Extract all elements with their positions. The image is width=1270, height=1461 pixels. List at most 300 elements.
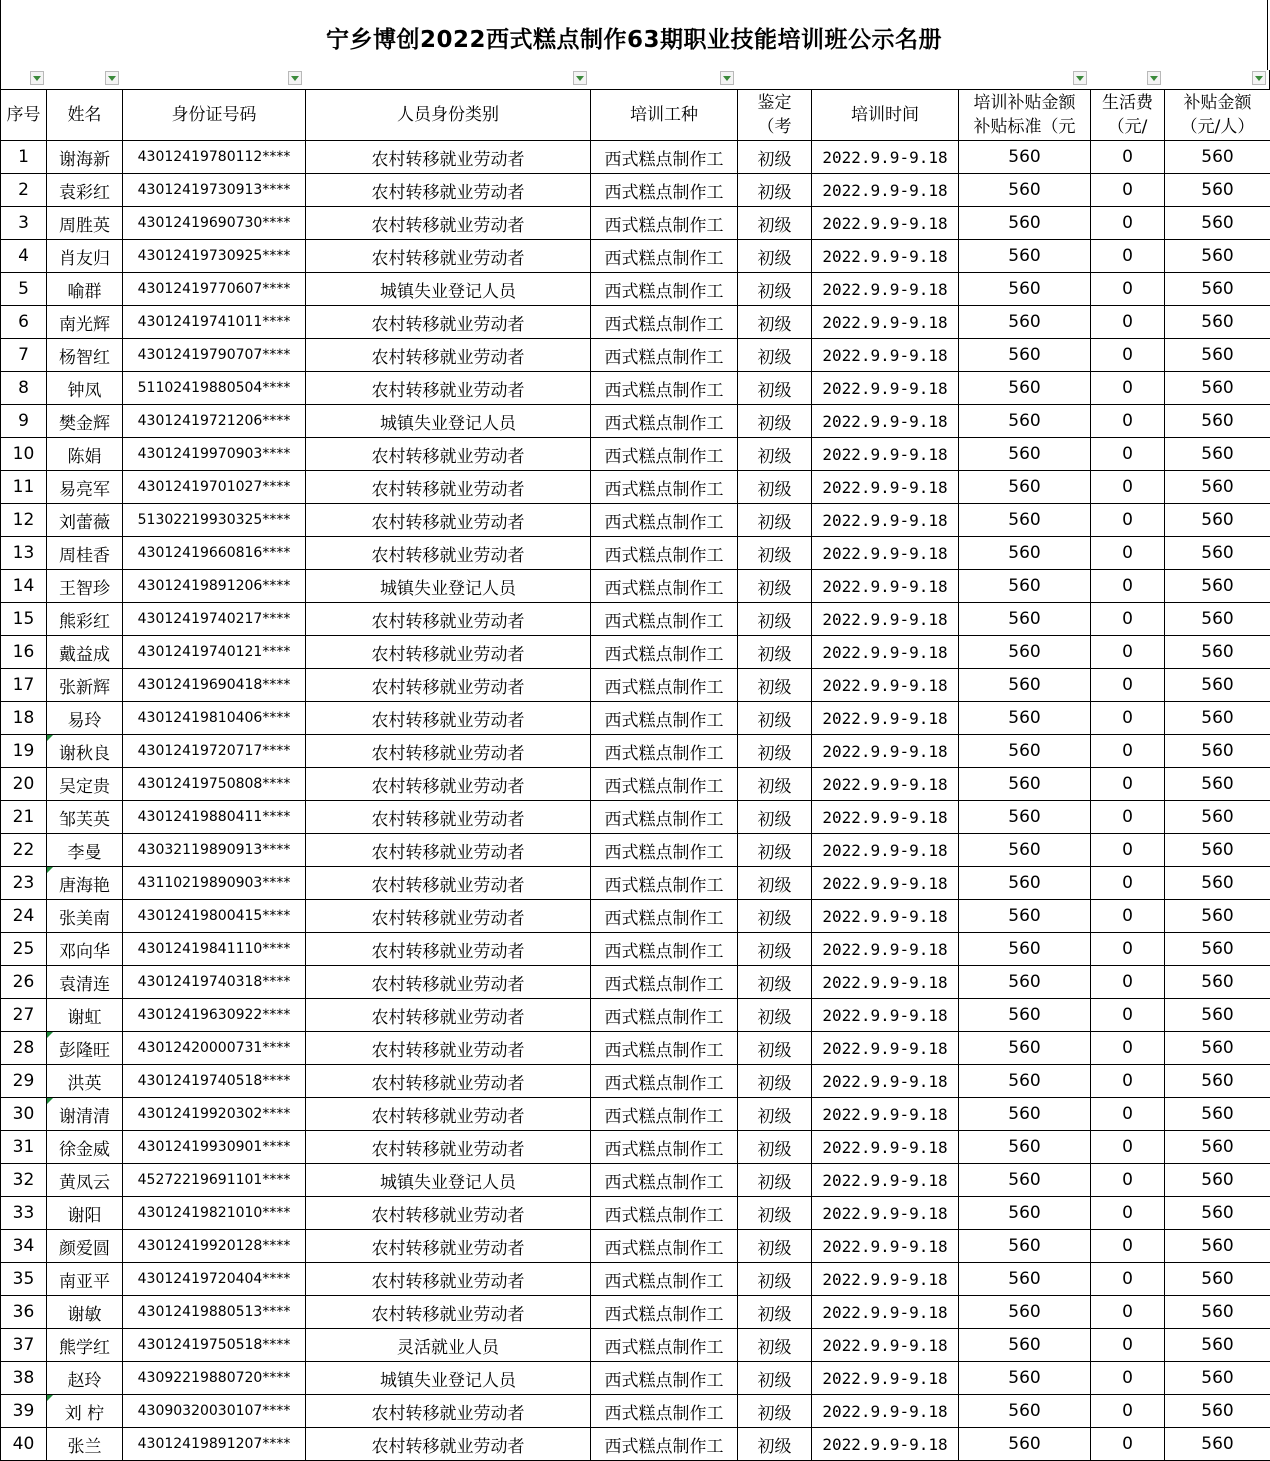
cell-time[interactable]: 2022.9.9-9.18 bbox=[812, 1362, 959, 1395]
cell-time[interactable]: 2022.9.9-9.18 bbox=[812, 1131, 959, 1164]
cell-id[interactable]: 43012419930901**** bbox=[123, 1131, 306, 1164]
cell-time[interactable]: 2022.9.9-9.18 bbox=[812, 636, 959, 669]
cell-id[interactable]: 43012419770607**** bbox=[123, 273, 306, 306]
cell-id[interactable]: 43012419880411**** bbox=[123, 801, 306, 834]
cell-time[interactable]: 2022.9.9-9.18 bbox=[812, 933, 959, 966]
cell-trade[interactable]: 西式糕点制作工 bbox=[591, 801, 738, 834]
cell-amount[interactable]: 560 bbox=[1165, 834, 1270, 867]
header-category[interactable]: 人员身份类别 bbox=[306, 90, 591, 141]
cell-living[interactable]: 0 bbox=[1091, 174, 1165, 207]
cell-amount[interactable]: 560 bbox=[1165, 735, 1270, 768]
cell-trade[interactable]: 西式糕点制作工 bbox=[591, 339, 738, 372]
cell-trade[interactable]: 西式糕点制作工 bbox=[591, 735, 738, 768]
cell-category[interactable]: 农村转移就业劳动者 bbox=[306, 636, 591, 669]
cell-living[interactable]: 0 bbox=[1091, 966, 1165, 999]
cell-seq[interactable]: 14 bbox=[1, 570, 47, 603]
cell-amount[interactable]: 560 bbox=[1165, 1296, 1270, 1329]
cell-seq[interactable]: 23 bbox=[1, 867, 47, 900]
cell-seq[interactable]: 10 bbox=[1, 438, 47, 471]
cell-category[interactable]: 农村转移就业劳动者 bbox=[306, 1197, 591, 1230]
cell-id[interactable]: 51302219930325**** bbox=[123, 504, 306, 537]
cell-subsidy[interactable]: 560 bbox=[959, 1098, 1091, 1131]
cell-name[interactable]: 唐海艳 bbox=[47, 867, 123, 900]
cell-name[interactable]: 袁彩红 bbox=[47, 174, 123, 207]
cell-time[interactable]: 2022.9.9-9.18 bbox=[812, 1329, 959, 1362]
cell-category[interactable]: 农村转移就业劳动者 bbox=[306, 867, 591, 900]
cell-amount[interactable]: 560 bbox=[1165, 867, 1270, 900]
cell-category[interactable]: 农村转移就业劳动者 bbox=[306, 339, 591, 372]
cell-category[interactable]: 农村转移就业劳动者 bbox=[306, 999, 591, 1032]
cell-amount[interactable]: 560 bbox=[1165, 1428, 1270, 1461]
cell-seq[interactable]: 2 bbox=[1, 174, 47, 207]
cell-category[interactable]: 农村转移就业劳动者 bbox=[306, 834, 591, 867]
cell-living[interactable]: 0 bbox=[1091, 570, 1165, 603]
cell-trade[interactable]: 西式糕点制作工 bbox=[591, 273, 738, 306]
cell-time[interactable]: 2022.9.9-9.18 bbox=[812, 1395, 959, 1428]
cell-name[interactable]: 邹芙英 bbox=[47, 801, 123, 834]
cell-name[interactable]: 彭隆旺 bbox=[47, 1032, 123, 1065]
cell-seq[interactable]: 13 bbox=[1, 537, 47, 570]
cell-amount[interactable]: 560 bbox=[1165, 207, 1270, 240]
cell-trade[interactable]: 西式糕点制作工 bbox=[591, 834, 738, 867]
cell-id[interactable]: 51102419880504**** bbox=[123, 372, 306, 405]
cell-living[interactable]: 0 bbox=[1091, 1263, 1165, 1296]
cell-subsidy[interactable]: 560 bbox=[959, 1032, 1091, 1065]
cell-level[interactable]: 初级 bbox=[738, 1098, 812, 1131]
cell-seq[interactable]: 40 bbox=[1, 1428, 47, 1461]
cell-id[interactable]: 43012420000731**** bbox=[123, 1032, 306, 1065]
cell-level[interactable]: 初级 bbox=[738, 636, 812, 669]
cell-name[interactable]: 杨智红 bbox=[47, 339, 123, 372]
header-id[interactable]: 身份证号码 bbox=[123, 90, 306, 141]
cell-level[interactable]: 初级 bbox=[738, 603, 812, 636]
cell-trade[interactable]: 西式糕点制作工 bbox=[591, 999, 738, 1032]
cell-living[interactable]: 0 bbox=[1091, 768, 1165, 801]
cell-seq[interactable]: 28 bbox=[1, 1032, 47, 1065]
cell-seq[interactable]: 19 bbox=[1, 735, 47, 768]
cell-id[interactable]: 43012419740318**** bbox=[123, 966, 306, 999]
cell-trade[interactable]: 西式糕点制作工 bbox=[591, 1065, 738, 1098]
cell-name[interactable]: 刘 柠 bbox=[47, 1395, 123, 1428]
cell-amount[interactable]: 560 bbox=[1165, 405, 1270, 438]
header-time[interactable]: 培训时间 bbox=[812, 90, 959, 141]
cell-id[interactable]: 43012419790707**** bbox=[123, 339, 306, 372]
cell-name[interactable]: 洪英 bbox=[47, 1065, 123, 1098]
cell-id[interactable]: 43012419891206**** bbox=[123, 570, 306, 603]
cell-time[interactable]: 2022.9.9-9.18 bbox=[812, 1197, 959, 1230]
cell-subsidy[interactable]: 560 bbox=[959, 768, 1091, 801]
cell-amount[interactable]: 560 bbox=[1165, 1032, 1270, 1065]
cell-subsidy[interactable]: 560 bbox=[959, 834, 1091, 867]
cell-category[interactable]: 农村转移就业劳动者 bbox=[306, 141, 591, 174]
cell-subsidy[interactable]: 560 bbox=[959, 207, 1091, 240]
cell-subsidy[interactable]: 560 bbox=[959, 1230, 1091, 1263]
cell-name[interactable]: 刘蕾薇 bbox=[47, 504, 123, 537]
cell-trade[interactable]: 西式糕点制作工 bbox=[591, 1329, 738, 1362]
cell-amount[interactable]: 560 bbox=[1165, 570, 1270, 603]
cell-category[interactable]: 城镇失业登记人员 bbox=[306, 1362, 591, 1395]
cell-trade[interactable]: 西式糕点制作工 bbox=[591, 636, 738, 669]
cell-name[interactable]: 钟凤 bbox=[47, 372, 123, 405]
cell-trade[interactable]: 西式糕点制作工 bbox=[591, 1296, 738, 1329]
cell-level[interactable]: 初级 bbox=[738, 999, 812, 1032]
cell-time[interactable]: 2022.9.9-9.18 bbox=[812, 834, 959, 867]
cell-seq[interactable]: 26 bbox=[1, 966, 47, 999]
cell-category[interactable]: 农村转移就业劳动者 bbox=[306, 537, 591, 570]
cell-amount[interactable]: 560 bbox=[1165, 702, 1270, 735]
cell-living[interactable]: 0 bbox=[1091, 933, 1165, 966]
cell-trade[interactable]: 西式糕点制作工 bbox=[591, 669, 738, 702]
cell-time[interactable]: 2022.9.9-9.18 bbox=[812, 801, 959, 834]
cell-subsidy[interactable]: 560 bbox=[959, 504, 1091, 537]
cell-category[interactable]: 城镇失业登记人员 bbox=[306, 273, 591, 306]
cell-time[interactable]: 2022.9.9-9.18 bbox=[812, 900, 959, 933]
cell-level[interactable]: 初级 bbox=[738, 1428, 812, 1461]
cell-trade[interactable]: 西式糕点制作工 bbox=[591, 1098, 738, 1131]
cell-id[interactable]: 43012419720404**** bbox=[123, 1263, 306, 1296]
cell-id[interactable]: 43012419810406**** bbox=[123, 702, 306, 735]
cell-category[interactable]: 农村转移就业劳动者 bbox=[306, 1428, 591, 1461]
cell-living[interactable]: 0 bbox=[1091, 1395, 1165, 1428]
cell-level[interactable]: 初级 bbox=[738, 471, 812, 504]
cell-name[interactable]: 易玲 bbox=[47, 702, 123, 735]
cell-category[interactable]: 农村转移就业劳动者 bbox=[306, 603, 591, 636]
cell-seq[interactable]: 8 bbox=[1, 372, 47, 405]
cell-id[interactable]: 43012419721206**** bbox=[123, 405, 306, 438]
cell-level[interactable]: 初级 bbox=[738, 141, 812, 174]
cell-name[interactable]: 邓向华 bbox=[47, 933, 123, 966]
cell-amount[interactable]: 560 bbox=[1165, 174, 1270, 207]
cell-time[interactable]: 2022.9.9-9.18 bbox=[812, 1098, 959, 1131]
cell-time[interactable]: 2022.9.9-9.18 bbox=[812, 174, 959, 207]
cell-name[interactable]: 喻群 bbox=[47, 273, 123, 306]
cell-living[interactable]: 0 bbox=[1091, 1131, 1165, 1164]
cell-name[interactable]: 周桂香 bbox=[47, 537, 123, 570]
cell-amount[interactable]: 560 bbox=[1165, 1065, 1270, 1098]
filter-dropdown-icon[interactable] bbox=[30, 71, 44, 85]
cell-category[interactable]: 城镇失业登记人员 bbox=[306, 405, 591, 438]
cell-seq[interactable]: 38 bbox=[1, 1362, 47, 1395]
cell-living[interactable]: 0 bbox=[1091, 1296, 1165, 1329]
cell-id[interactable]: 43012419701027**** bbox=[123, 471, 306, 504]
cell-seq[interactable]: 30 bbox=[1, 1098, 47, 1131]
cell-level[interactable]: 初级 bbox=[738, 570, 812, 603]
cell-level[interactable]: 初级 bbox=[738, 735, 812, 768]
cell-category[interactable]: 农村转移就业劳动者 bbox=[306, 1098, 591, 1131]
cell-category[interactable]: 农村转移就业劳动者 bbox=[306, 900, 591, 933]
cell-seq[interactable]: 16 bbox=[1, 636, 47, 669]
cell-time[interactable]: 2022.9.9-9.18 bbox=[812, 372, 959, 405]
cell-subsidy[interactable]: 560 bbox=[959, 306, 1091, 339]
cell-living[interactable]: 0 bbox=[1091, 1362, 1165, 1395]
cell-amount[interactable]: 560 bbox=[1165, 1131, 1270, 1164]
cell-category[interactable]: 农村转移就业劳动者 bbox=[306, 240, 591, 273]
cell-name[interactable]: 徐金威 bbox=[47, 1131, 123, 1164]
cell-amount[interactable]: 560 bbox=[1165, 1098, 1270, 1131]
cell-id[interactable]: 45272219691101**** bbox=[123, 1164, 306, 1197]
cell-living[interactable]: 0 bbox=[1091, 669, 1165, 702]
cell-seq[interactable]: 3 bbox=[1, 207, 47, 240]
cell-seq[interactable]: 11 bbox=[1, 471, 47, 504]
cell-level[interactable]: 初级 bbox=[738, 834, 812, 867]
cell-level[interactable]: 初级 bbox=[738, 438, 812, 471]
cell-subsidy[interactable]: 560 bbox=[959, 1131, 1091, 1164]
cell-time[interactable]: 2022.9.9-9.18 bbox=[812, 702, 959, 735]
cell-id[interactable]: 43012419970903**** bbox=[123, 438, 306, 471]
cell-trade[interactable]: 西式糕点制作工 bbox=[591, 1395, 738, 1428]
cell-id[interactable]: 43012419690418**** bbox=[123, 669, 306, 702]
cell-name[interactable]: 谢虹 bbox=[47, 999, 123, 1032]
cell-amount[interactable]: 560 bbox=[1165, 933, 1270, 966]
cell-category[interactable]: 农村转移就业劳动者 bbox=[306, 1032, 591, 1065]
cell-trade[interactable]: 西式糕点制作工 bbox=[591, 966, 738, 999]
cell-time[interactable]: 2022.9.9-9.18 bbox=[812, 966, 959, 999]
cell-level[interactable]: 初级 bbox=[738, 1362, 812, 1395]
filter-dropdown-icon[interactable] bbox=[1147, 71, 1161, 85]
cell-living[interactable]: 0 bbox=[1091, 900, 1165, 933]
cell-seq[interactable]: 32 bbox=[1, 1164, 47, 1197]
cell-category[interactable]: 农村转移就业劳动者 bbox=[306, 1131, 591, 1164]
cell-amount[interactable]: 560 bbox=[1165, 636, 1270, 669]
cell-subsidy[interactable]: 560 bbox=[959, 867, 1091, 900]
cell-time[interactable]: 2022.9.9-9.18 bbox=[812, 867, 959, 900]
cell-name[interactable]: 戴益成 bbox=[47, 636, 123, 669]
cell-living[interactable]: 0 bbox=[1091, 1032, 1165, 1065]
cell-level[interactable]: 初级 bbox=[738, 537, 812, 570]
cell-seq[interactable]: 20 bbox=[1, 768, 47, 801]
cell-id[interactable]: 43012419821010**** bbox=[123, 1197, 306, 1230]
cell-amount[interactable]: 560 bbox=[1165, 900, 1270, 933]
cell-id[interactable]: 43012419660816**** bbox=[123, 537, 306, 570]
cell-level[interactable]: 初级 bbox=[738, 1065, 812, 1098]
cell-living[interactable]: 0 bbox=[1091, 504, 1165, 537]
cell-trade[interactable]: 西式糕点制作工 bbox=[591, 1362, 738, 1395]
cell-subsidy[interactable]: 560 bbox=[959, 1395, 1091, 1428]
cell-seq[interactable]: 25 bbox=[1, 933, 47, 966]
cell-category[interactable]: 城镇失业登记人员 bbox=[306, 570, 591, 603]
cell-amount[interactable]: 560 bbox=[1165, 1362, 1270, 1395]
cell-subsidy[interactable]: 560 bbox=[959, 174, 1091, 207]
cell-level[interactable]: 初级 bbox=[738, 504, 812, 537]
cell-category[interactable]: 农村转移就业劳动者 bbox=[306, 1263, 591, 1296]
cell-amount[interactable]: 560 bbox=[1165, 504, 1270, 537]
cell-living[interactable]: 0 bbox=[1091, 702, 1165, 735]
cell-level[interactable]: 初级 bbox=[738, 966, 812, 999]
cell-category[interactable]: 农村转移就业劳动者 bbox=[306, 1065, 591, 1098]
cell-living[interactable]: 0 bbox=[1091, 1164, 1165, 1197]
cell-name[interactable]: 谢敏 bbox=[47, 1296, 123, 1329]
cell-living[interactable]: 0 bbox=[1091, 834, 1165, 867]
cell-subsidy[interactable]: 560 bbox=[959, 735, 1091, 768]
cell-name[interactable]: 樊金辉 bbox=[47, 405, 123, 438]
cell-amount[interactable]: 560 bbox=[1165, 1197, 1270, 1230]
cell-living[interactable]: 0 bbox=[1091, 1329, 1165, 1362]
cell-level[interactable]: 初级 bbox=[738, 306, 812, 339]
cell-name[interactable]: 谢清清 bbox=[47, 1098, 123, 1131]
cell-subsidy[interactable]: 560 bbox=[959, 240, 1091, 273]
cell-name[interactable]: 李曼 bbox=[47, 834, 123, 867]
cell-id[interactable]: 43012419800415**** bbox=[123, 900, 306, 933]
cell-level[interactable]: 初级 bbox=[738, 240, 812, 273]
cell-subsidy[interactable]: 560 bbox=[959, 933, 1091, 966]
cell-trade[interactable]: 西式糕点制作工 bbox=[591, 1032, 738, 1065]
cell-name[interactable]: 黄凤云 bbox=[47, 1164, 123, 1197]
cell-id[interactable]: 43012419750518**** bbox=[123, 1329, 306, 1362]
cell-trade[interactable]: 西式糕点制作工 bbox=[591, 372, 738, 405]
cell-amount[interactable]: 560 bbox=[1165, 306, 1270, 339]
cell-id[interactable]: 43012419720717**** bbox=[123, 735, 306, 768]
cell-name[interactable]: 南亚平 bbox=[47, 1263, 123, 1296]
cell-category[interactable]: 农村转移就业劳动者 bbox=[306, 1296, 591, 1329]
cell-seq[interactable]: 21 bbox=[1, 801, 47, 834]
header-living[interactable] bbox=[1091, 90, 1165, 141]
cell-level[interactable]: 初级 bbox=[738, 207, 812, 240]
cell-name[interactable]: 周胜英 bbox=[47, 207, 123, 240]
cell-subsidy[interactable]: 560 bbox=[959, 669, 1091, 702]
cell-trade[interactable]: 西式糕点制作工 bbox=[591, 537, 738, 570]
header-name[interactable]: 姓名 bbox=[47, 90, 123, 141]
cell-time[interactable]: 2022.9.9-9.18 bbox=[812, 471, 959, 504]
cell-subsidy[interactable]: 560 bbox=[959, 1329, 1091, 1362]
cell-id[interactable]: 43012419880513**** bbox=[123, 1296, 306, 1329]
cell-id[interactable]: 43012419891207**** bbox=[123, 1428, 306, 1461]
cell-time[interactable]: 2022.9.9-9.18 bbox=[812, 669, 959, 702]
cell-id[interactable]: 43012419630922**** bbox=[123, 999, 306, 1032]
cell-level[interactable]: 初级 bbox=[738, 1197, 812, 1230]
cell-subsidy[interactable]: 560 bbox=[959, 537, 1091, 570]
cell-amount[interactable]: 560 bbox=[1165, 999, 1270, 1032]
cell-time[interactable]: 2022.9.9-9.18 bbox=[812, 1032, 959, 1065]
cell-seq[interactable]: 5 bbox=[1, 273, 47, 306]
cell-name[interactable]: 张新辉 bbox=[47, 669, 123, 702]
cell-id[interactable]: 43012419780112**** bbox=[123, 141, 306, 174]
cell-name[interactable]: 吴定贵 bbox=[47, 768, 123, 801]
cell-trade[interactable]: 西式糕点制作工 bbox=[591, 768, 738, 801]
cell-living[interactable]: 0 bbox=[1091, 273, 1165, 306]
cell-trade[interactable]: 西式糕点制作工 bbox=[591, 1230, 738, 1263]
cell-category[interactable]: 农村转移就业劳动者 bbox=[306, 438, 591, 471]
cell-name[interactable]: 王智珍 bbox=[47, 570, 123, 603]
cell-subsidy[interactable]: 560 bbox=[959, 141, 1091, 174]
cell-amount[interactable]: 560 bbox=[1165, 768, 1270, 801]
cell-living[interactable]: 0 bbox=[1091, 537, 1165, 570]
cell-amount[interactable]: 560 bbox=[1165, 141, 1270, 174]
cell-category[interactable]: 农村转移就业劳动者 bbox=[306, 504, 591, 537]
cell-trade[interactable]: 西式糕点制作工 bbox=[591, 141, 738, 174]
cell-category[interactable]: 农村转移就业劳动者 bbox=[306, 735, 591, 768]
cell-level[interactable]: 初级 bbox=[738, 1230, 812, 1263]
cell-seq[interactable]: 22 bbox=[1, 834, 47, 867]
cell-amount[interactable]: 560 bbox=[1165, 669, 1270, 702]
cell-living[interactable]: 0 bbox=[1091, 372, 1165, 405]
cell-subsidy[interactable]: 560 bbox=[959, 1428, 1091, 1461]
cell-time[interactable]: 2022.9.9-9.18 bbox=[812, 768, 959, 801]
cell-subsidy[interactable]: 560 bbox=[959, 1362, 1091, 1395]
cell-id[interactable]: 43012419750808**** bbox=[123, 768, 306, 801]
cell-time[interactable]: 2022.9.9-9.18 bbox=[812, 306, 959, 339]
cell-level[interactable]: 初级 bbox=[738, 339, 812, 372]
cell-time[interactable]: 2022.9.9-9.18 bbox=[812, 207, 959, 240]
cell-category[interactable]: 农村转移就业劳动者 bbox=[306, 801, 591, 834]
cell-trade[interactable]: 西式糕点制作工 bbox=[591, 1197, 738, 1230]
cell-id[interactable]: 43012419920128**** bbox=[123, 1230, 306, 1263]
cell-seq[interactable]: 9 bbox=[1, 405, 47, 438]
filter-dropdown-icon[interactable] bbox=[573, 71, 587, 85]
cell-trade[interactable]: 西式糕点制作工 bbox=[591, 306, 738, 339]
cell-time[interactable]: 2022.9.9-9.18 bbox=[812, 339, 959, 372]
cell-name[interactable]: 肖友归 bbox=[47, 240, 123, 273]
cell-living[interactable]: 0 bbox=[1091, 636, 1165, 669]
cell-trade[interactable]: 西式糕点制作工 bbox=[591, 1428, 738, 1461]
cell-trade[interactable]: 西式糕点制作工 bbox=[591, 438, 738, 471]
cell-level[interactable]: 初级 bbox=[738, 174, 812, 207]
cell-id[interactable]: 43032119890913**** bbox=[123, 834, 306, 867]
cell-subsidy[interactable]: 560 bbox=[959, 471, 1091, 504]
cell-level[interactable]: 初级 bbox=[738, 933, 812, 966]
cell-time[interactable]: 2022.9.9-9.18 bbox=[812, 273, 959, 306]
cell-living[interactable]: 0 bbox=[1091, 735, 1165, 768]
cell-living[interactable]: 0 bbox=[1091, 1197, 1165, 1230]
cell-trade[interactable]: 西式糕点制作工 bbox=[591, 1131, 738, 1164]
header-level[interactable] bbox=[738, 90, 812, 141]
cell-seq[interactable]: 31 bbox=[1, 1131, 47, 1164]
cell-living[interactable]: 0 bbox=[1091, 1230, 1165, 1263]
cell-trade[interactable]: 西式糕点制作工 bbox=[591, 174, 738, 207]
cell-name[interactable]: 赵玲 bbox=[47, 1362, 123, 1395]
header-amount[interactable] bbox=[1165, 90, 1270, 141]
cell-living[interactable]: 0 bbox=[1091, 603, 1165, 636]
cell-seq[interactable]: 27 bbox=[1, 999, 47, 1032]
cell-id[interactable]: 43012419920302**** bbox=[123, 1098, 306, 1131]
cell-subsidy[interactable]: 560 bbox=[959, 372, 1091, 405]
cell-seq[interactable]: 37 bbox=[1, 1329, 47, 1362]
cell-category[interactable]: 农村转移就业劳动者 bbox=[306, 966, 591, 999]
cell-category[interactable]: 城镇失业登记人员 bbox=[306, 1164, 591, 1197]
cell-name[interactable]: 陈娟 bbox=[47, 438, 123, 471]
cell-name[interactable]: 张美南 bbox=[47, 900, 123, 933]
cell-trade[interactable]: 西式糕点制作工 bbox=[591, 933, 738, 966]
cell-name[interactable]: 熊学红 bbox=[47, 1329, 123, 1362]
header-seq[interactable]: 序号 bbox=[1, 90, 47, 141]
cell-level[interactable]: 初级 bbox=[738, 1263, 812, 1296]
cell-subsidy[interactable]: 560 bbox=[959, 339, 1091, 372]
cell-amount[interactable]: 560 bbox=[1165, 1263, 1270, 1296]
cell-subsidy[interactable]: 560 bbox=[959, 900, 1091, 933]
cell-living[interactable]: 0 bbox=[1091, 240, 1165, 273]
cell-name[interactable]: 谢秋良 bbox=[47, 735, 123, 768]
cell-living[interactable]: 0 bbox=[1091, 405, 1165, 438]
header-subsidy[interactable] bbox=[959, 90, 1091, 141]
cell-living[interactable]: 0 bbox=[1091, 306, 1165, 339]
cell-subsidy[interactable]: 560 bbox=[959, 603, 1091, 636]
cell-trade[interactable]: 西式糕点制作工 bbox=[591, 1164, 738, 1197]
cell-subsidy[interactable]: 560 bbox=[959, 636, 1091, 669]
header-trade[interactable]: 培训工种 bbox=[591, 90, 738, 141]
cell-time[interactable]: 2022.9.9-9.18 bbox=[812, 999, 959, 1032]
cell-seq[interactable]: 15 bbox=[1, 603, 47, 636]
cell-name[interactable]: 袁清连 bbox=[47, 966, 123, 999]
cell-seq[interactable]: 1 bbox=[1, 141, 47, 174]
cell-category[interactable]: 农村转移就业劳动者 bbox=[306, 768, 591, 801]
cell-amount[interactable]: 560 bbox=[1165, 1164, 1270, 1197]
cell-amount[interactable]: 560 bbox=[1165, 1329, 1270, 1362]
cell-id[interactable]: 43012419730925**** bbox=[123, 240, 306, 273]
cell-level[interactable]: 初级 bbox=[738, 1164, 812, 1197]
cell-amount[interactable]: 560 bbox=[1165, 603, 1270, 636]
cell-subsidy[interactable]: 560 bbox=[959, 966, 1091, 999]
cell-time[interactable]: 2022.9.9-9.18 bbox=[812, 438, 959, 471]
cell-amount[interactable]: 560 bbox=[1165, 438, 1270, 471]
